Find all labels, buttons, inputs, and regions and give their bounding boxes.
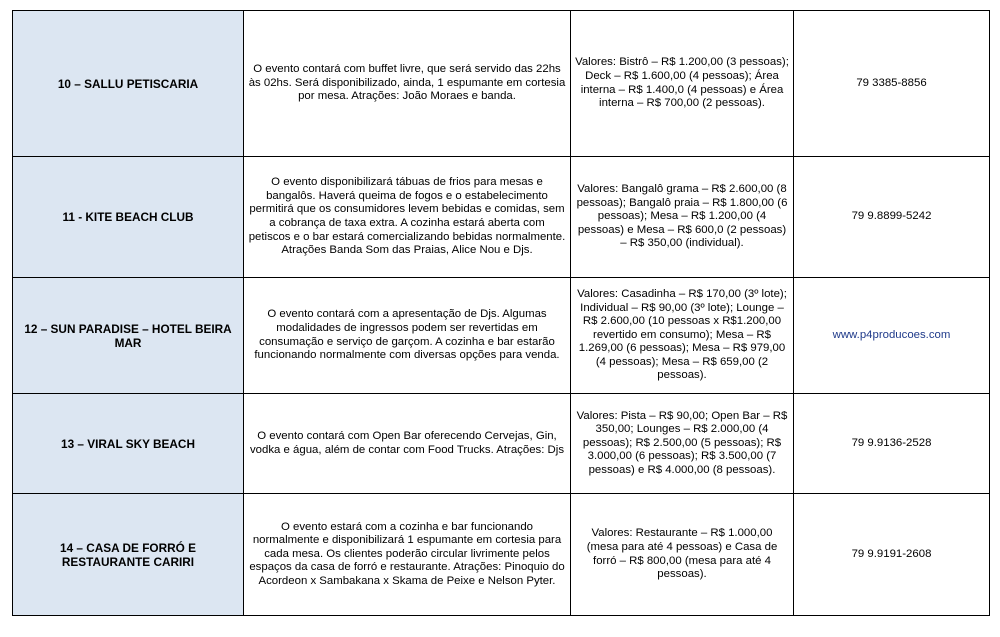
table-row xyxy=(13,157,990,278)
contact-phone-cell: 79 9.9136-2528 xyxy=(794,394,990,494)
venue-name-cell: 12 – SUN PARADISE – HOTEL BEIRA MAR xyxy=(13,278,244,394)
event-description-cell: O evento contará com a apresentação de Djs. Algumas modalidades de ingressos podem ser revertidas em consumação e serviço de garçom. A cozinha e bar estarão funcionando normalmente com diversas opções para venda. xyxy=(244,278,571,394)
table-row xyxy=(13,278,990,394)
table-row xyxy=(13,394,990,494)
table-row xyxy=(13,494,990,616)
venue-name-cell: 11 - KITE BEACH CLUB xyxy=(13,157,244,278)
website-link[interactable]: www.p4producoes.com xyxy=(832,328,951,341)
table-row xyxy=(13,11,990,157)
prices-cell: Valores: Pista – R$ 90,00; Open Bar – R$ 350,00; Lounges – R$ 2.000,00 (4 pessoas); R$ 2.500,00 (5 pessoas); R$ 3.000,00 (6 pessoas); R$ 3.500,00 (7 pessoas) e R$ 4.000,00 (8 pessoas). xyxy=(571,394,794,494)
venue-name-cell: 10 – SALLU PETISCARIA xyxy=(13,11,244,157)
prices-cell: Valores: Bistrô – R$ 1.200,00 (3 pessoas); Deck – R$ 1.600,00 (4 pessoas); Área interna – R$ 1.400,0 (4 pessoas) e Área interna – R$ 700,00 (2 pessoas). xyxy=(571,11,794,157)
contact-phone-cell: 79 9.9191-2608 xyxy=(794,494,990,616)
contact-phone-cell: 79 3385-8856 xyxy=(794,11,990,157)
events-table xyxy=(12,10,990,616)
event-description-cell: O evento contará com Open Bar oferecendo Cervejas, Gin, vodka e água, além de contar com Food Trucks. Atrações: Djs xyxy=(244,394,571,494)
event-description-cell: O evento estará com a cozinha e bar funcionando normalmente e disponibilizará 1 espumante em cortesia para cada mesa. Os clientes poderão circular livrimente pelos espaços da casa de forró e restaurante. Atrações: Pinoquio do Acordeon x Sambakana x Skama de Peixe e Nelson Pyter. xyxy=(244,494,571,616)
venue-name-cell: 14 – CASA DE FORRÓ E RESTAURANTE CARIRI xyxy=(13,494,244,616)
event-description-cell: O evento disponibilizará tábuas de frios para mesas e bangalôs. Haverá queima de fogos e o estabelecimento permitirá que os consumidores levem bebidas e comidas, sem a cobrança de taxa extra. A cozinha estará aberta com petiscos e o bar estará comercializando bebidas normalmente. Atrações Banda Som das Praias, Alice Nou e Djs. xyxy=(244,157,571,278)
contact-phone-cell: 79 9.8899-5242 xyxy=(794,157,990,278)
contact-link-cell xyxy=(794,278,990,394)
prices-cell: Valores: Restaurante – R$ 1.000,00 (mesa para até 4 pessoas) e Casa de forró – R$ 800,00 (mesa para até 4 pessoas). xyxy=(571,494,794,616)
prices-cell: Valores: Casadinha – R$ 170,00 (3º lote); Individual – R$ 90,00 (3º lote); Lounge – R$ 2.600,00 (10 pessoas x R$1.200,00 revertido em consumo); Mesa – R$ 1.269,00 (6 pessoas); Mesa – R$ 979,00 (4 pessoas); Mesa – R$ 659,00 (2 pessoas). xyxy=(571,278,794,394)
venue-name-cell: 13 – VIRAL SKY BEACH xyxy=(13,394,244,494)
prices-cell: Valores: Bangalô grama – R$ 2.600,00 (8 pessoas); Bangalô praia – R$ 1.800,00 (6 pessoas); Mesa – R$ 1.200,00 (4 pessoas) e Mesa – R$ 600,0 (2 pessoas) – R$ 350,00 (individual). xyxy=(571,157,794,278)
event-description-cell: O evento contará com buffet livre, que será servido das 22hs às 02hs. Será disponibilizado, ainda, 1 espumante em cortesia por mesa. Atrações: João Moraes e banda. xyxy=(244,11,571,157)
